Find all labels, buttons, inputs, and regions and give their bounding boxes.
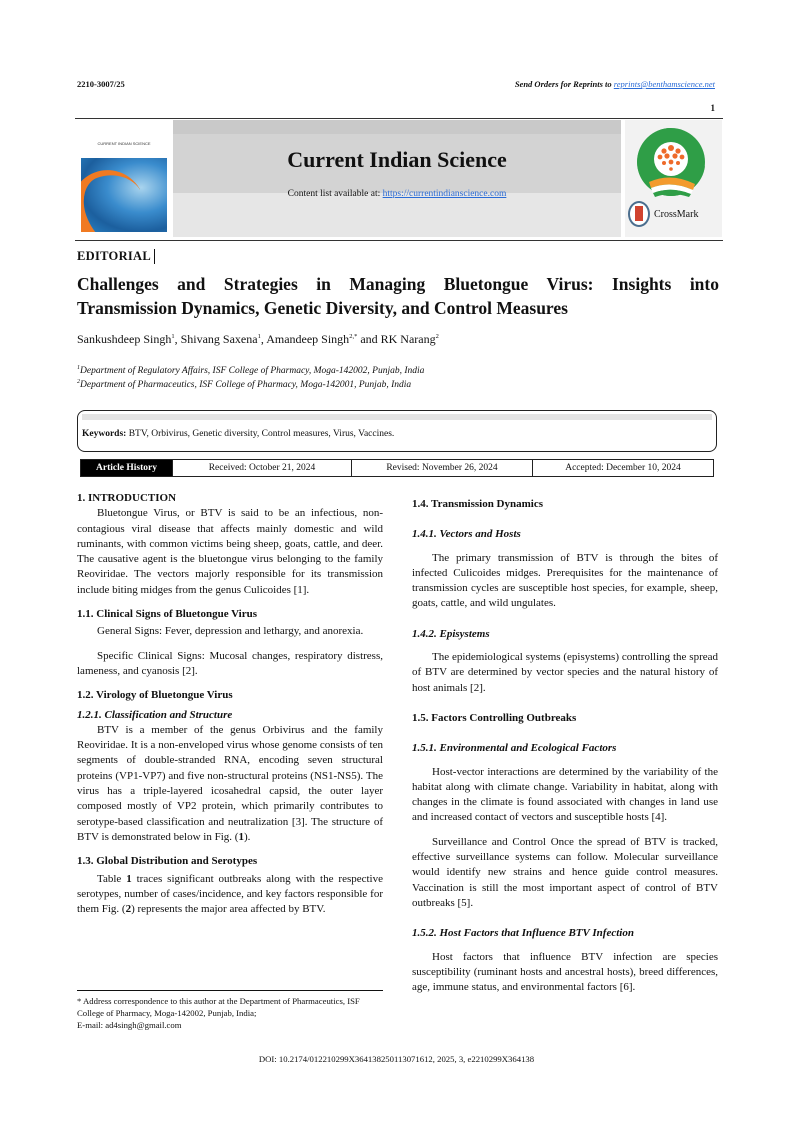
figure-ref: 2 [125, 903, 132, 916]
paragraph: Host-vector interactions are determined by the variability of the habitat along with climate change. Variability in habitat, along with changes in the climate is found associated with changes in land use and increased contact of vectors and susceptible hosts [4]. [412, 765, 718, 824]
subsection-heading: 1.5.2. Host Factors that Influence BTV Infection [412, 927, 634, 940]
article-title [77, 272, 719, 320]
journal-badge-icon [631, 126, 711, 198]
section-heading: 1. INTRODUCTION [77, 492, 177, 504]
article-type: EDITORIAL [77, 249, 155, 264]
subsection-heading: 1.4.1. Vectors and Hosts [412, 528, 521, 541]
footnote-rule [77, 990, 383, 991]
author-name: Sankushdeep Singh [77, 332, 172, 346]
figure-ref: 1 [238, 830, 244, 843]
left-column [77, 491, 383, 917]
reprints-prefix: Send Orders for Reprints to [514, 79, 614, 89]
banner-right [625, 120, 722, 237]
author-name: Amandeep Singh [266, 332, 350, 346]
subsection-heading: 1.4.2. Episystems [412, 627, 490, 640]
paragraph: Table 1 traces significant outbreaks along with the respective serotypes, number of cases/incidence, and key factors responsible for them Fig. (2) represents the major area affected by BTV. [77, 872, 383, 916]
content-list [173, 189, 621, 199]
correspondence-address: * Address correspondence to this author at the Department of Pharmaceutics, ISF College of Pharmacy, Moga-142002, Punjab, India; [77, 996, 360, 1018]
author-name: Shivang Saxena [180, 332, 258, 346]
keywords-box [77, 410, 717, 452]
reprints-email-link[interactable]: reprints@benthamscience.net [613, 79, 715, 89]
author-list: Sankushdeep Singh$^1$, Shivang Saxena$^1$, Amandeep Singh$^{2,*}$ and RK Narang$^2$ [77, 332, 439, 346]
title-line-2: Transmission Dynamics, Genetic Diversity, and Control Measures [77, 298, 568, 318]
section-heading: 1.4. Transmission Dynamics [412, 498, 544, 510]
section-heading: 1.3. Global Distribution and Serotypes [77, 855, 258, 868]
author-name: RK Narang [380, 332, 436, 346]
paragraph: Surveillance and Control Once the spread of BTV is tracked, effective surveillance systems can follow. Molecular surveillance would identify new strains and hence guide control measures. Vaccination is still the most important aspect of control of BTV outbreaks [5]. [412, 835, 718, 909]
content-list-prefix: Content list available at: [287, 189, 383, 199]
section-heading: 1.1. Clinical Signs of Bluetongue Virus [77, 608, 258, 621]
subsection-heading: 1.5.1. Environmental and Ecological Factors [412, 742, 617, 755]
table-ref: 1 [126, 872, 132, 885]
paragraph: BTV is a member of the genus Orbivirus and the family Reoviridae. It is a non-enveloped virus whose genome consists of ten segments of double-stranded RNA, encoding seven structural proteins (VP1-VP7) and five non-structural proteins (NS1-NS5). The virus has a triple-layered icosahedral capsid, the outer layer composed mostly of VP2 protein, which primarily contributes to serotype-based classification and neutralization [3]. The structure of BTV is demonstrated below in Fig. (1). [77, 723, 383, 843]
header-rule [75, 118, 723, 119]
paragraph: General Signs: Fever, depression and lethargy, and anorexia. [97, 625, 364, 638]
accepted-date: Accepted: December 10, 2024 [565, 463, 681, 473]
journal-title: Current Indian Science [287, 147, 507, 172]
revised-date: Revised: November 26, 2024 [352, 460, 533, 476]
paragraph: Host factors that influence BTV infection are species susceptibility (ruminant hosts and ancestral hosts), breed differences, age, immune status, and environmental factors [6]. [412, 950, 718, 994]
journal-banner [76, 120, 722, 237]
journal-cover-image [81, 136, 167, 232]
journal-website-link[interactable]: https://currentindianscience.com [382, 189, 507, 199]
right-column [412, 497, 718, 995]
title-line-1: Challenges and Strategies in Managing Bluetongue Virus: Insights into [77, 274, 719, 294]
paragraph: The epidemiological systems (episystems) controlling the spread of BTV are determined by vector species and the natural history of host animals [2]. [412, 651, 718, 694]
reprints-notice [515, 79, 715, 89]
page-number: 1 [710, 103, 715, 113]
crossmark-label: CrossMark [654, 208, 699, 220]
crossmark-icon [628, 201, 650, 227]
crossmark-button[interactable] [628, 200, 698, 228]
paragraph: The primary transmission of BTV is through the bites of infected Culicoides midges. Prerequisites for the maintenance of transmission cycles are susceptible host species, for example, sheep, goats, cattle, and wild ungulates. [412, 551, 718, 610]
history-label: Article History [81, 460, 173, 476]
banner-center [173, 120, 621, 237]
section-heading: 1.2. Virology of Bluetongue Virus [77, 689, 233, 702]
cover-title: CURRENT INDIAN SCIENCE [81, 136, 167, 158]
section-heading: 1.5. Factors Controlling Outbreaks [412, 711, 577, 724]
affiliation-2: $^2$Department of Pharmaceutics, ISF College of Pharmacy, Moga-142001, Punjab, India [77, 379, 412, 391]
received-date: Received: October 21, 2024 [173, 460, 352, 476]
paragraph: Bluetongue Virus, or BTV is said to be an infectious, non-contagious viral disease that affects mainly domestic and wild ruminants, with common victims being sheep, goats, cattle, and deer. The causative agent is the bluetongue virus belonging to the family Reoviridae. The vectors majorly responsible for its transmission include biting midges from the genus Culicoides [1]. [77, 507, 383, 596]
article-history [80, 459, 714, 477]
keywords-list: BTV, Orbivirus, Genetic diversity, Control measures, Virus, Vaccines. [126, 429, 395, 439]
banner-rule [75, 240, 723, 241]
correspondence-footnote [77, 995, 383, 1031]
paragraph: Specific Clinical Signs: Mucosal changes, respiratory distress, lameness, and cyanosis [2]. [77, 649, 383, 677]
keywords [82, 429, 394, 439]
affiliation-1: $^1$Department of Regulatory Affairs, ISF College of Pharmacy, Moga-142002, Punjab, India [77, 365, 425, 377]
subsection-heading: 1.2.1. Classification and Structure [77, 708, 233, 721]
issn-code: 2210-3007/25 [77, 79, 125, 89]
doi-footer: DOI: 10.2174/012210299X364138250113071612, 2025, 3, e2210299X364138 [258, 1054, 535, 1064]
correspondence-email: E-mail: ad4singh@gmail.com [77, 1020, 182, 1030]
keywords-label: Keywords: [82, 429, 127, 439]
